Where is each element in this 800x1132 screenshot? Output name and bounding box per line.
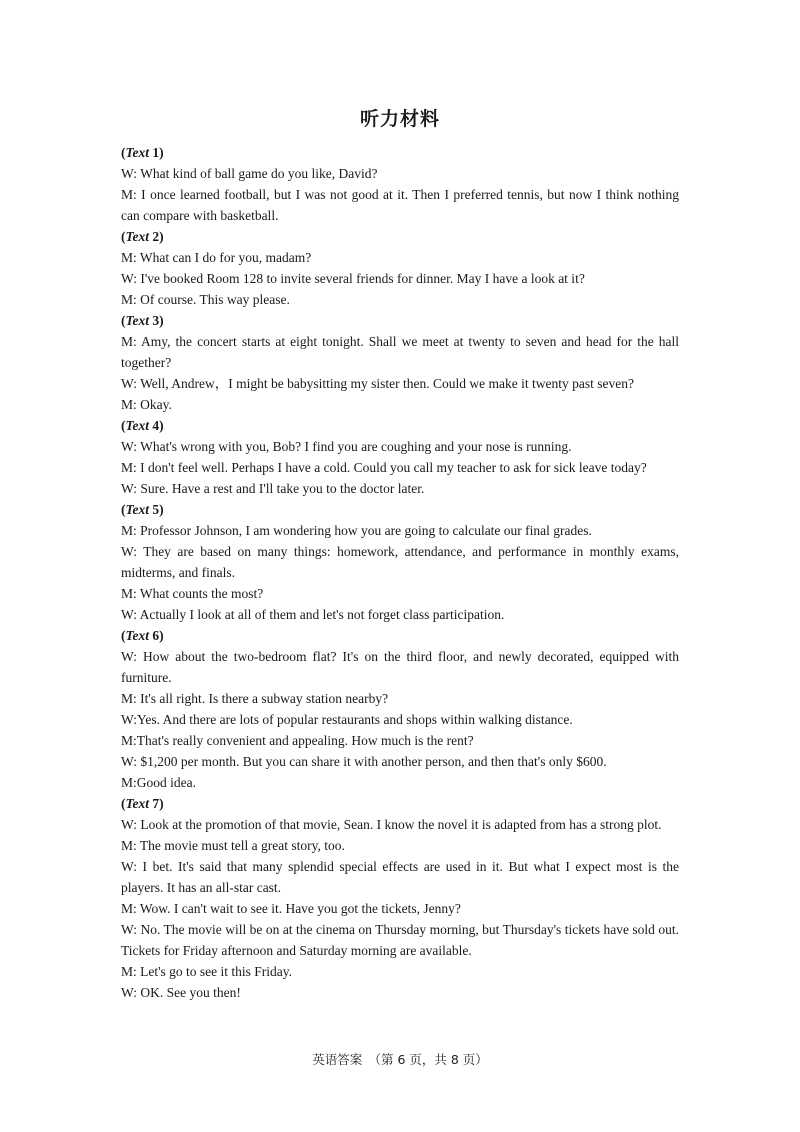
- dialogue-line: W: Look at the promotion of that movie, Sean. I know the novel it is adapted from has a strong plot.: [121, 817, 662, 832]
- section-heading: (Text 3): [121, 313, 164, 328]
- text-section-3: [121, 310, 679, 415]
- dialogue-line: W: What kind of ball game do you like, David?: [121, 166, 378, 181]
- dialogue-line: W: $1,200 per month. But you can share it with another person, and then that's only $600.: [121, 754, 607, 769]
- dialogue-line: W:Yes. And there are lots of popular restaurants and shops within walking distance.: [121, 712, 573, 727]
- text-section-1: [121, 142, 679, 226]
- section-heading: (Text 1): [121, 145, 164, 160]
- section-label: Text: [125, 418, 149, 433]
- section-label: Text: [125, 229, 149, 244]
- section-number: 4: [152, 418, 160, 433]
- text-section-6: [121, 625, 679, 793]
- text-section-2: [121, 226, 679, 310]
- dialogue-line: W: Sure. Have a rest and I'll take you to the doctor later.: [121, 481, 425, 496]
- section-heading: (Text 5): [121, 502, 164, 517]
- dialogue-line: M: The movie must tell a great story, too.: [121, 838, 345, 853]
- dialogue-line: M: Amy, the concert starts at eight tonight. Shall we meet at twenty to seven and head for the hall together?: [121, 334, 679, 370]
- section-number: 6: [152, 628, 160, 643]
- dialogue-line: M: It's all right. Is there a subway station nearby?: [121, 691, 389, 706]
- page-footer: 英语答案 （第 6 页，共 8 页）: [312, 1052, 488, 1067]
- section-label: Text: [125, 502, 149, 517]
- dialogue-line: W: What's wrong with you, Bob? I find you are coughing and your nose is running.: [121, 439, 572, 454]
- dialogue-line: M:Good idea.: [121, 775, 196, 790]
- text-section-5: [121, 499, 679, 625]
- dialogue-line: M: Professor Johnson, I am wondering how you are going to calculate our final grades.: [121, 523, 592, 538]
- dialogue-line: M: I once learned football, but I was not good at it. Then I preferred tennis, but now I think nothing can compare with basketball.: [121, 187, 679, 223]
- transcript-body: [121, 142, 679, 1003]
- dialogue-line: M: What counts the most?: [121, 586, 264, 601]
- section-heading: (Text 6): [121, 628, 164, 643]
- section-number: 1: [152, 145, 160, 160]
- dialogue-line: W: No. The movie will be on at the cinema on Thursday morning, but Thursday's tickets have sold out. Tickets for Friday afternoon and Saturday morning are available.: [121, 922, 679, 958]
- dialogue-line: M: Let's go to see it this Friday.: [121, 964, 293, 979]
- dialogue-line: M: Of course. This way please.: [121, 292, 290, 307]
- section-heading: (Text 7): [121, 796, 164, 811]
- dialogue-line: M: Okay.: [121, 397, 172, 412]
- section-number: 7: [152, 796, 160, 811]
- text-section-7: [121, 793, 679, 1003]
- section-label: Text: [125, 313, 149, 328]
- dialogue-line: M: Wow. I can't wait to see it. Have you got the tickets, Jenny?: [121, 901, 461, 916]
- section-number: 2: [152, 229, 160, 244]
- dialogue-line: M: What can I do for you, madam?: [121, 250, 312, 265]
- dialogue-line: M:That's really convenient and appealing. How much is the rent?: [121, 733, 474, 748]
- page-title: 听力材料: [359, 108, 440, 130]
- dialogue-line: W: I've booked Room 128 to invite several friends for dinner. May I have a look at it?: [121, 271, 585, 286]
- dialogue-line: W: How about the two-bedroom flat? It's on the third floor, and newly decorated, equipped with furniture.: [121, 649, 679, 685]
- section-label: Text: [125, 145, 149, 160]
- dialogue-line: W: OK. See you then!: [121, 985, 241, 1000]
- dialogue-line: W: Actually I look at all of them and let's not forget class participation.: [121, 607, 505, 622]
- section-number: 3: [152, 313, 160, 328]
- dialogue-line: W: Well, Andrew，I might be babysitting my sister then. Could we make it twenty past seven?: [121, 376, 634, 391]
- section-label: Text: [125, 628, 149, 643]
- dialogue-line: W: They are based on many things: homework, attendance, and performance in monthly exams, midterms, and finals.: [121, 544, 679, 580]
- section-heading: (Text 2): [121, 229, 164, 244]
- section-number: 5: [152, 502, 160, 517]
- section-heading: (Text 4): [121, 418, 164, 433]
- section-label: Text: [125, 796, 149, 811]
- text-section-4: [121, 415, 679, 499]
- dialogue-line: M: I don't feel well. Perhaps I have a cold. Could you call my teacher to ask for sick leave today?: [121, 460, 647, 475]
- dialogue-line: W: I bet. It's said that many splendid special effects are used in it. But what I expect most is the players. It has an all-star cast.: [121, 859, 679, 895]
